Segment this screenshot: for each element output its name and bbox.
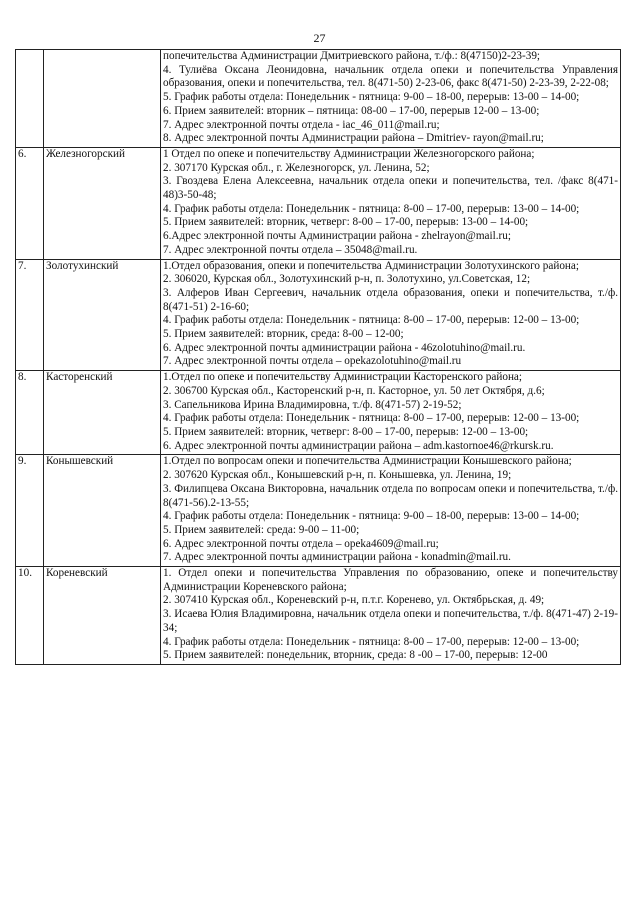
info-line: 4. График работы отдела: Понедельник - пятница: 8-00 – 17-00, перерыв: 13-00 – 14-00; [163, 202, 580, 215]
info-line: 7. Адрес электронной почты отдела – 35048@mail.ru. [163, 243, 418, 256]
info-line: 5. Прием заявителей: среда: 9-00 – 11-00; [163, 523, 360, 536]
district-info [161, 147, 621, 259]
info-line: 3. Филипцева Оксана Викторовна, начальник отдела по вопросам опеки и попечительства, т./ф. 8(471-56).2-13-55; [163, 482, 618, 509]
guardianship-table [15, 49, 621, 665]
row-number: 10. [16, 567, 44, 665]
info-line: 4. График работы отдела: Понедельник - пятница: 9-00 – 18-00, перерыв: 13-00 – 14-00; [163, 510, 580, 523]
info-line: 3. Исаева Юлия Владимировна, начальник отдела опеки и попечительства, т./ф. 8(471-47) 2-19-34; [163, 608, 618, 634]
info-line: 2. 306700 Курская обл., Касторенский р-н, п. Касторное, ул. 50 лет Октября, д.6; [163, 384, 545, 397]
district-info [161, 371, 621, 455]
info-line: 5. График работы отдела: Понедельник - пятница: 9-00 – 18-00, перерыв: 13-00 – 14-00; [163, 91, 580, 104]
info-line: 5. Прием заявителей: понедельник, вторник, среда: 8 -00 – 17-00, перерыв: 12-00 [163, 649, 548, 662]
info-line: 7. Адрес электронной почты отдела - iac_46_011@mail.ru; [163, 118, 440, 131]
table-row [16, 147, 621, 259]
info-line: 6. Адрес электронной почты отдела – opeka4609@mail.ru; [163, 537, 439, 550]
table-row [16, 50, 621, 148]
info-line: 1 Отдел по опеке и попечительству Администрации Железногорского района; [163, 147, 535, 160]
table-row [16, 455, 621, 567]
info-line: попечительства Администрации Дмитриевского района, т./ф.: 8(47150)2-23-39; [163, 50, 541, 62]
district-name: Железногорский [44, 147, 161, 259]
info-line: 2. 307170 Курская обл., г. Железногорск, ул. Ленина, 52; [163, 161, 430, 174]
info-line: 7. Адрес электронной почты администрации района - konadmin@mail.ru. [163, 551, 511, 564]
info-line: 5. Прием заявителей: вторник, четверг: 8-00 – 17-00, перерыв: 12-00 – 13-00; [163, 425, 529, 438]
district-info [161, 567, 621, 665]
info-line: 6. Адрес электронной почты администрации района – adm.kastornoe46@rkursk.ru. [163, 439, 554, 452]
info-line: 4. График работы отдела: Понедельник - пятница: 8-00 – 17-00, перерыв: 12-00 – 13-00; [163, 314, 580, 327]
info-line: 8. Адрес электронной почты Администрации района – Dmitriev- rayon@mail.ru; [163, 132, 544, 145]
info-line: 4. График работы отдела: Понедельник - пятница: 8-00 – 17-00, перерыв: 12-00 – 13-00; [163, 635, 580, 648]
info-line: 6.Адрес электронной почты Администрации района - zhelrayon@mail.ru; [163, 230, 511, 243]
info-line: 7. Адрес электронной почты отдела – opekazolotuhino@mail.ru [163, 355, 462, 368]
page-number: 27 [313, 31, 326, 45]
info-line: 5. Прием заявителей: вторник, четверг: 8-00 – 17-00, перерыв: 13-00 – 14-00; [163, 216, 529, 229]
district-name: Конышевский [44, 455, 161, 567]
info-line: 2. 307410 Курская обл., Кореневский р-н, п.т.г. Коренево, ул. Октябрьская, д. 49; [163, 594, 545, 607]
info-line: 3. Гвоздева Елена Алексеевна, начальник отдела опеки и попечительства, тел. /факс 8(471-48)3-50-48; [163, 175, 618, 202]
info-line: 3. Сапельникова Ирина Владимировна, т./ф. 8(471-57) 2-19-52; [163, 398, 462, 411]
info-line: 6. Адрес электронной почты администрации района - 46zolotuhino@mail.ru. [163, 341, 526, 354]
district-name: Касторенский [44, 371, 161, 455]
info-line: 4. Тулиёва Оксана Леонидовна, начальник отдела опеки и попечительства Управления образования, опеки и попечительства, тел. 8(471-50) 2-23-06, факс 8(471-50) 2-23-39, 2-22-08; [163, 63, 618, 90]
row-number: 8. [16, 371, 44, 455]
row-number [16, 50, 44, 148]
info-line: 3. Алферов Иван Сергеевич, начальник отдела образования, опеки и попечительства, т./ф. 8(471-51) 2-16-60; [163, 286, 618, 313]
table-row [16, 259, 621, 371]
district-info [161, 259, 621, 371]
district-name: Кореневский [44, 567, 161, 665]
info-line: 4. График работы отдела: Понедельник - пятница: 8-00 – 17-00, перерыв: 12-00 – 13-00; [163, 412, 580, 425]
table-row [16, 371, 621, 455]
row-number: 9. [16, 455, 44, 567]
row-number: 7. [16, 259, 44, 371]
info-line: 6. Прием заявителей: вторник – пятница: 08-00 – 17-00, перерыв 12-00 – 13-00; [163, 104, 540, 117]
info-line: 5. Прием заявителей: вторник, среда: 8-00 – 12-00; [163, 328, 404, 341]
district-name: Золотухинский [44, 259, 161, 371]
district-info [161, 50, 621, 148]
info-line: 1. Отдел опеки и попечительства Управления по образованию, опеке и попечительству Администрации Кореневского района; [163, 567, 618, 593]
table-row [16, 567, 621, 665]
info-line: 2. 307620 Курская обл., Конышевский р-н, п. Конышевка, ул. Ленина, 19; [163, 469, 512, 482]
info-line: 2. 306020, Курская обл., Золотухинский р-н, п. Золотухино, ул.Советская, 12; [163, 273, 531, 286]
district-info [161, 455, 621, 567]
district-name [44, 50, 161, 148]
row-number: 6. [16, 147, 44, 259]
info-line: 1.Отдел по вопросам опеки и попечительства Администрации Конышевского района; [163, 455, 572, 468]
info-line: 1.Отдел образования, опеки и попечительства Администрации Золотухинского района; [163, 259, 579, 272]
info-line: 1.Отдел по опеке и попечительству Администрации Касторенского района; [163, 371, 523, 384]
